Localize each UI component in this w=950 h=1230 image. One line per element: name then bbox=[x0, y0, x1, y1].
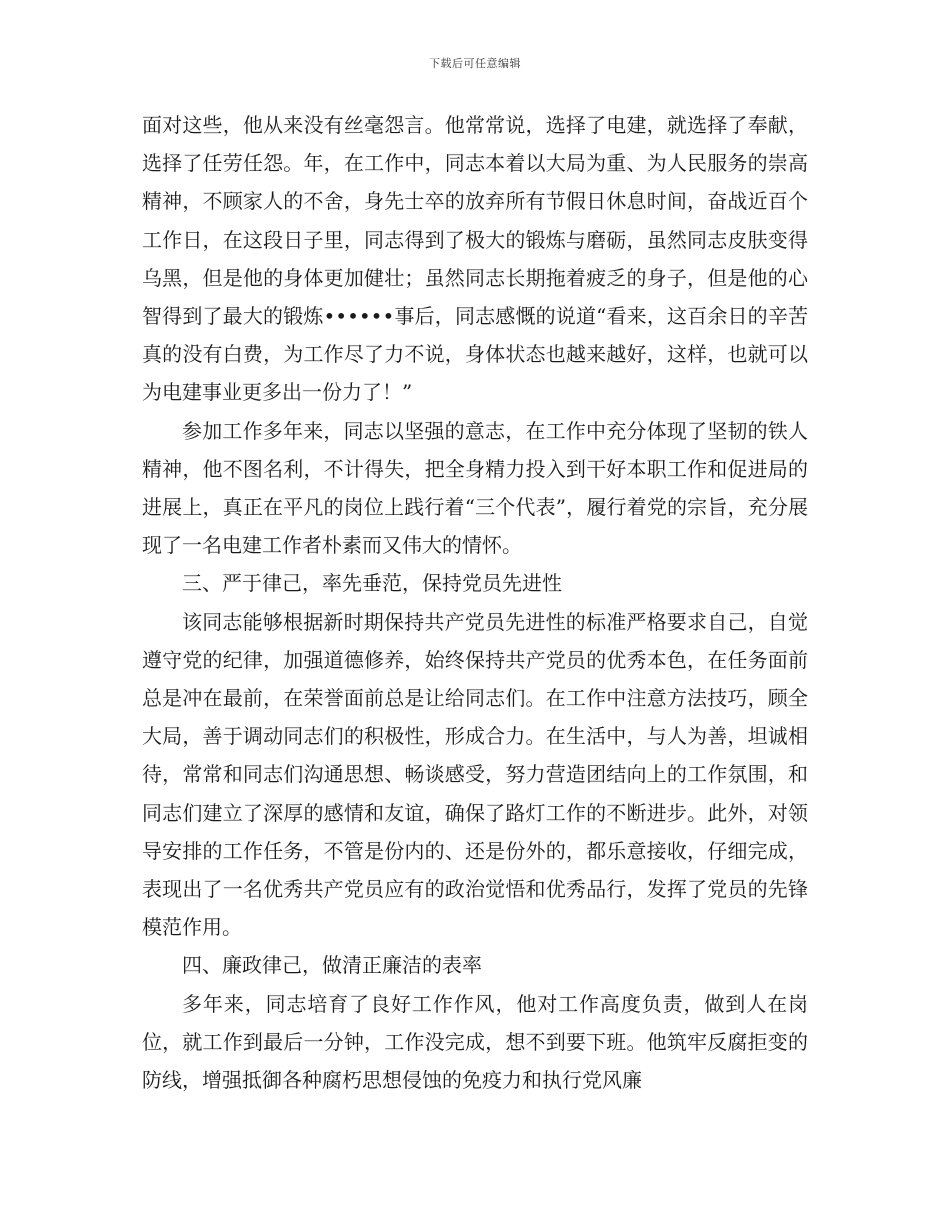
document-body bbox=[142, 106, 808, 1099]
section-heading-3: 三、严于律己，率先垂范，保持党员先进性 bbox=[182, 571, 562, 596]
paragraph-dedication: 参加工作多年来，同志以坚强的意志，在工作中充分体现了坚韧的铁人精神，他不图名利，不计得失，把全身精力投入到干好本职工作和促进局的进展上，真正在平凡的岗位上践行着“三个代表”，履行着党的宗旨，充分展现了一名电建工作者朴素而又伟大的情怀。 bbox=[142, 418, 808, 558]
paragraph-self-discipline: 该同志能够根据新时期保持共产党员先进性的标准严格要求自己，自觉遵守党的纪律，加强道德修养，始终保持共产党员的优秀本色，在任务面前总是冲在最前，在荣誉面前总是让给同志们。在工作中注意方法技巧，顾全大局，善于调动同志们的积极性，形成合力。在生活中，与人为善，坦诚相待，常常和同志们沟通思想、畅谈感受，努力营造团结向上的工作氛围，和同志们建立了深厚的感情和友谊，确保了路灯工作的不断进步。此外，对领导安排的工作任务，不管是份内的、还是份外的，都乐意接收，仔细完成，表现出了一名优秀共产党员应有的政治觉悟和优秀品行，发挥了党员的先锋模范作用。 bbox=[142, 609, 808, 940]
paragraph-integrity: 多年来，同志培育了良好工作作风，他对工作高度负责，做到人在岗位，就工作到最后一分钟，工作没完成，想不到要下班。他筑牢反腐拒变的防线，增强抵御各种腐朽思想侵蚀的免疫力和执行党风廉 bbox=[142, 991, 808, 1093]
page-header: 下载后可任意编辑 bbox=[429, 57, 521, 70]
paragraph-continuation: 面对这些，他从来没有丝毫怨言。他常常说，选择了电建，就选择了奉献，选择了任劳任怨。年，在工作中，同志本着以大局为重、为人民服务的崇高精神，不顾家人的不舍，身先士卒的放弃所有节假日休息时间，奋战近百个工作日，在这段日子里，同志得到了极大的锻炼与磨砺，虽然同志皮肤变得乌黑，但是他的身体更加健壮；虽然同志长期拖着疲乏的身子，但是他的心智得到了最大的锻炼••••••事后，同志感慨的说道“看来，这百余日的辛苦真的没有白费，为工作尽了力不说，身体状态也越来越好，这样，也就可以为电建事业更多出一份力了！” bbox=[142, 113, 808, 405]
section-heading-4: 四、廉政律己，做清正廉洁的表率 bbox=[182, 953, 482, 978]
